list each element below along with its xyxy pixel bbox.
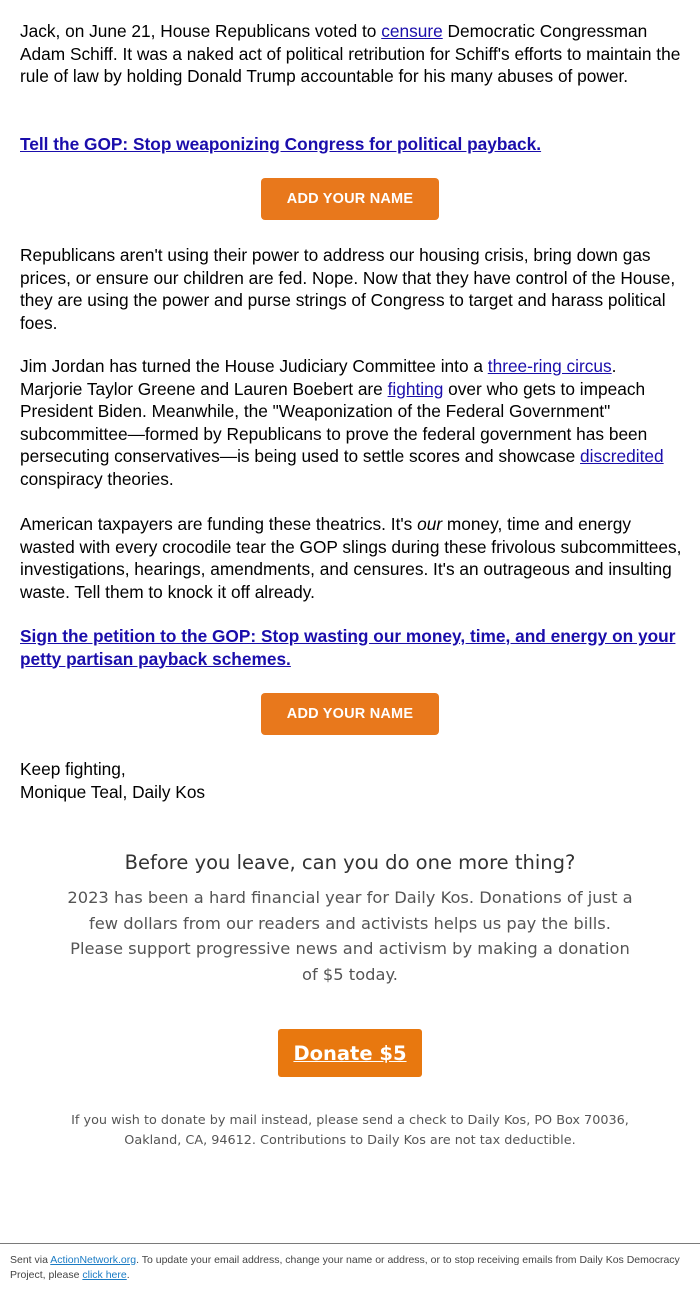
paragraph-jordan xyxy=(20,355,682,490)
our-emphasis: our xyxy=(417,514,443,534)
intro-text-after: Democratic Congressman Adam Schiff. It was a naked act of political retribution for Schiff's efforts to maintain the rule of law by holding Donald Trump accountable for his many abuses of power. xyxy=(20,21,681,86)
intro-paragraph xyxy=(20,20,682,88)
taxpayers-text-2: money, time and energy wasted with every crocodile tear the GOP slings during these frivolous subcommittees, investigations, hearings, amendments, and censures. It's an outrageous and insulting waste. Tell them to knock it off already. xyxy=(20,514,682,602)
petition-link-1[interactable]: Tell the GOP: Stop weaponizing Congress for political payback. xyxy=(20,134,542,154)
paragraph-housing: Republicans aren't using their power to address our housing crisis, bring down gas prices, or ensure our children are fed. Nope. Now that they have control of the House, they are using the power and purse strings of Congress to target and harass political foes. xyxy=(20,245,676,333)
mail-donation-note: If you wish to donate by mail instead, please send a check to Daily Kos, PO Box 70036, Oakland, CA, 94612. Contributions to Daily Kos are not tax deductible. xyxy=(71,1113,629,1148)
add-your-name-button-2[interactable]: ADD YOUR NAME xyxy=(261,693,439,735)
donation-ask-title: Before you leave, can you do one more thing? xyxy=(124,851,576,874)
jordan-text-3: over who gets to impeach President Biden. Meanwhile, the "Weaponization of the Federal Government" subcommittee—formed by Republicans to prove the federal government has been persecuting conservatives—is being used to settle scores and showcase xyxy=(20,378,648,466)
fighting-link[interactable]: fighting xyxy=(387,378,444,399)
footer-divider xyxy=(0,1243,700,1244)
censure-link[interactable]: censure xyxy=(381,21,443,41)
petition-link-1-line xyxy=(20,133,682,156)
add-your-name-button-1[interactable]: ADD YOUR NAME xyxy=(261,178,439,220)
actionnetwork-link[interactable]: ActionNetwork.org xyxy=(50,1254,137,1266)
footer-text-1: Sent via xyxy=(10,1254,51,1266)
footer-text-2: . To update your email address, change your name or address, or to stop receiving emails from Daily Kos Democracy Project, please xyxy=(10,1254,680,1281)
discredited-link[interactable]: discredited xyxy=(580,446,664,466)
signoff xyxy=(20,758,682,803)
jordan-text-4: conspiracy theories. xyxy=(20,468,174,489)
signoff-line-2: Monique Teal, Daily Kos xyxy=(20,781,206,802)
signoff-line-1: Keep fighting, xyxy=(20,759,126,779)
jordan-text-1: Jim Jordan has turned the House Judiciary Committee into a xyxy=(20,356,488,376)
footer-text-3: . xyxy=(126,1268,130,1281)
petition-link-2[interactable]: Sign the petition to the GOP: Stop wasting our money, time, and energy on your petty partisan payback schemes. xyxy=(20,626,676,669)
donate-button[interactable]: Donate $5 xyxy=(278,1029,422,1077)
petition-link-2-line xyxy=(20,625,682,670)
taxpayers-text-1: American taxpayers are funding these theatrics. It's xyxy=(20,514,418,534)
footer-text xyxy=(10,1253,680,1282)
unsubscribe-link[interactable]: click here xyxy=(82,1268,127,1281)
paragraph-taxpayers xyxy=(20,513,682,603)
three-ring-circus-link[interactable]: three-ring circus xyxy=(487,356,612,376)
donation-ask-body: 2023 has been a hard financial year for Daily Kos. Donations of just a few dollars from our readers and activists helps us pay the bills. Please support progressive news and activism by making a donation of $5 today. xyxy=(67,888,633,985)
intro-text-before: Jack, on June 21, House Republicans voted to xyxy=(20,21,382,41)
jordan-text-2: . Marjorie Taylor Greene and Lauren Boebert are xyxy=(20,356,617,399)
